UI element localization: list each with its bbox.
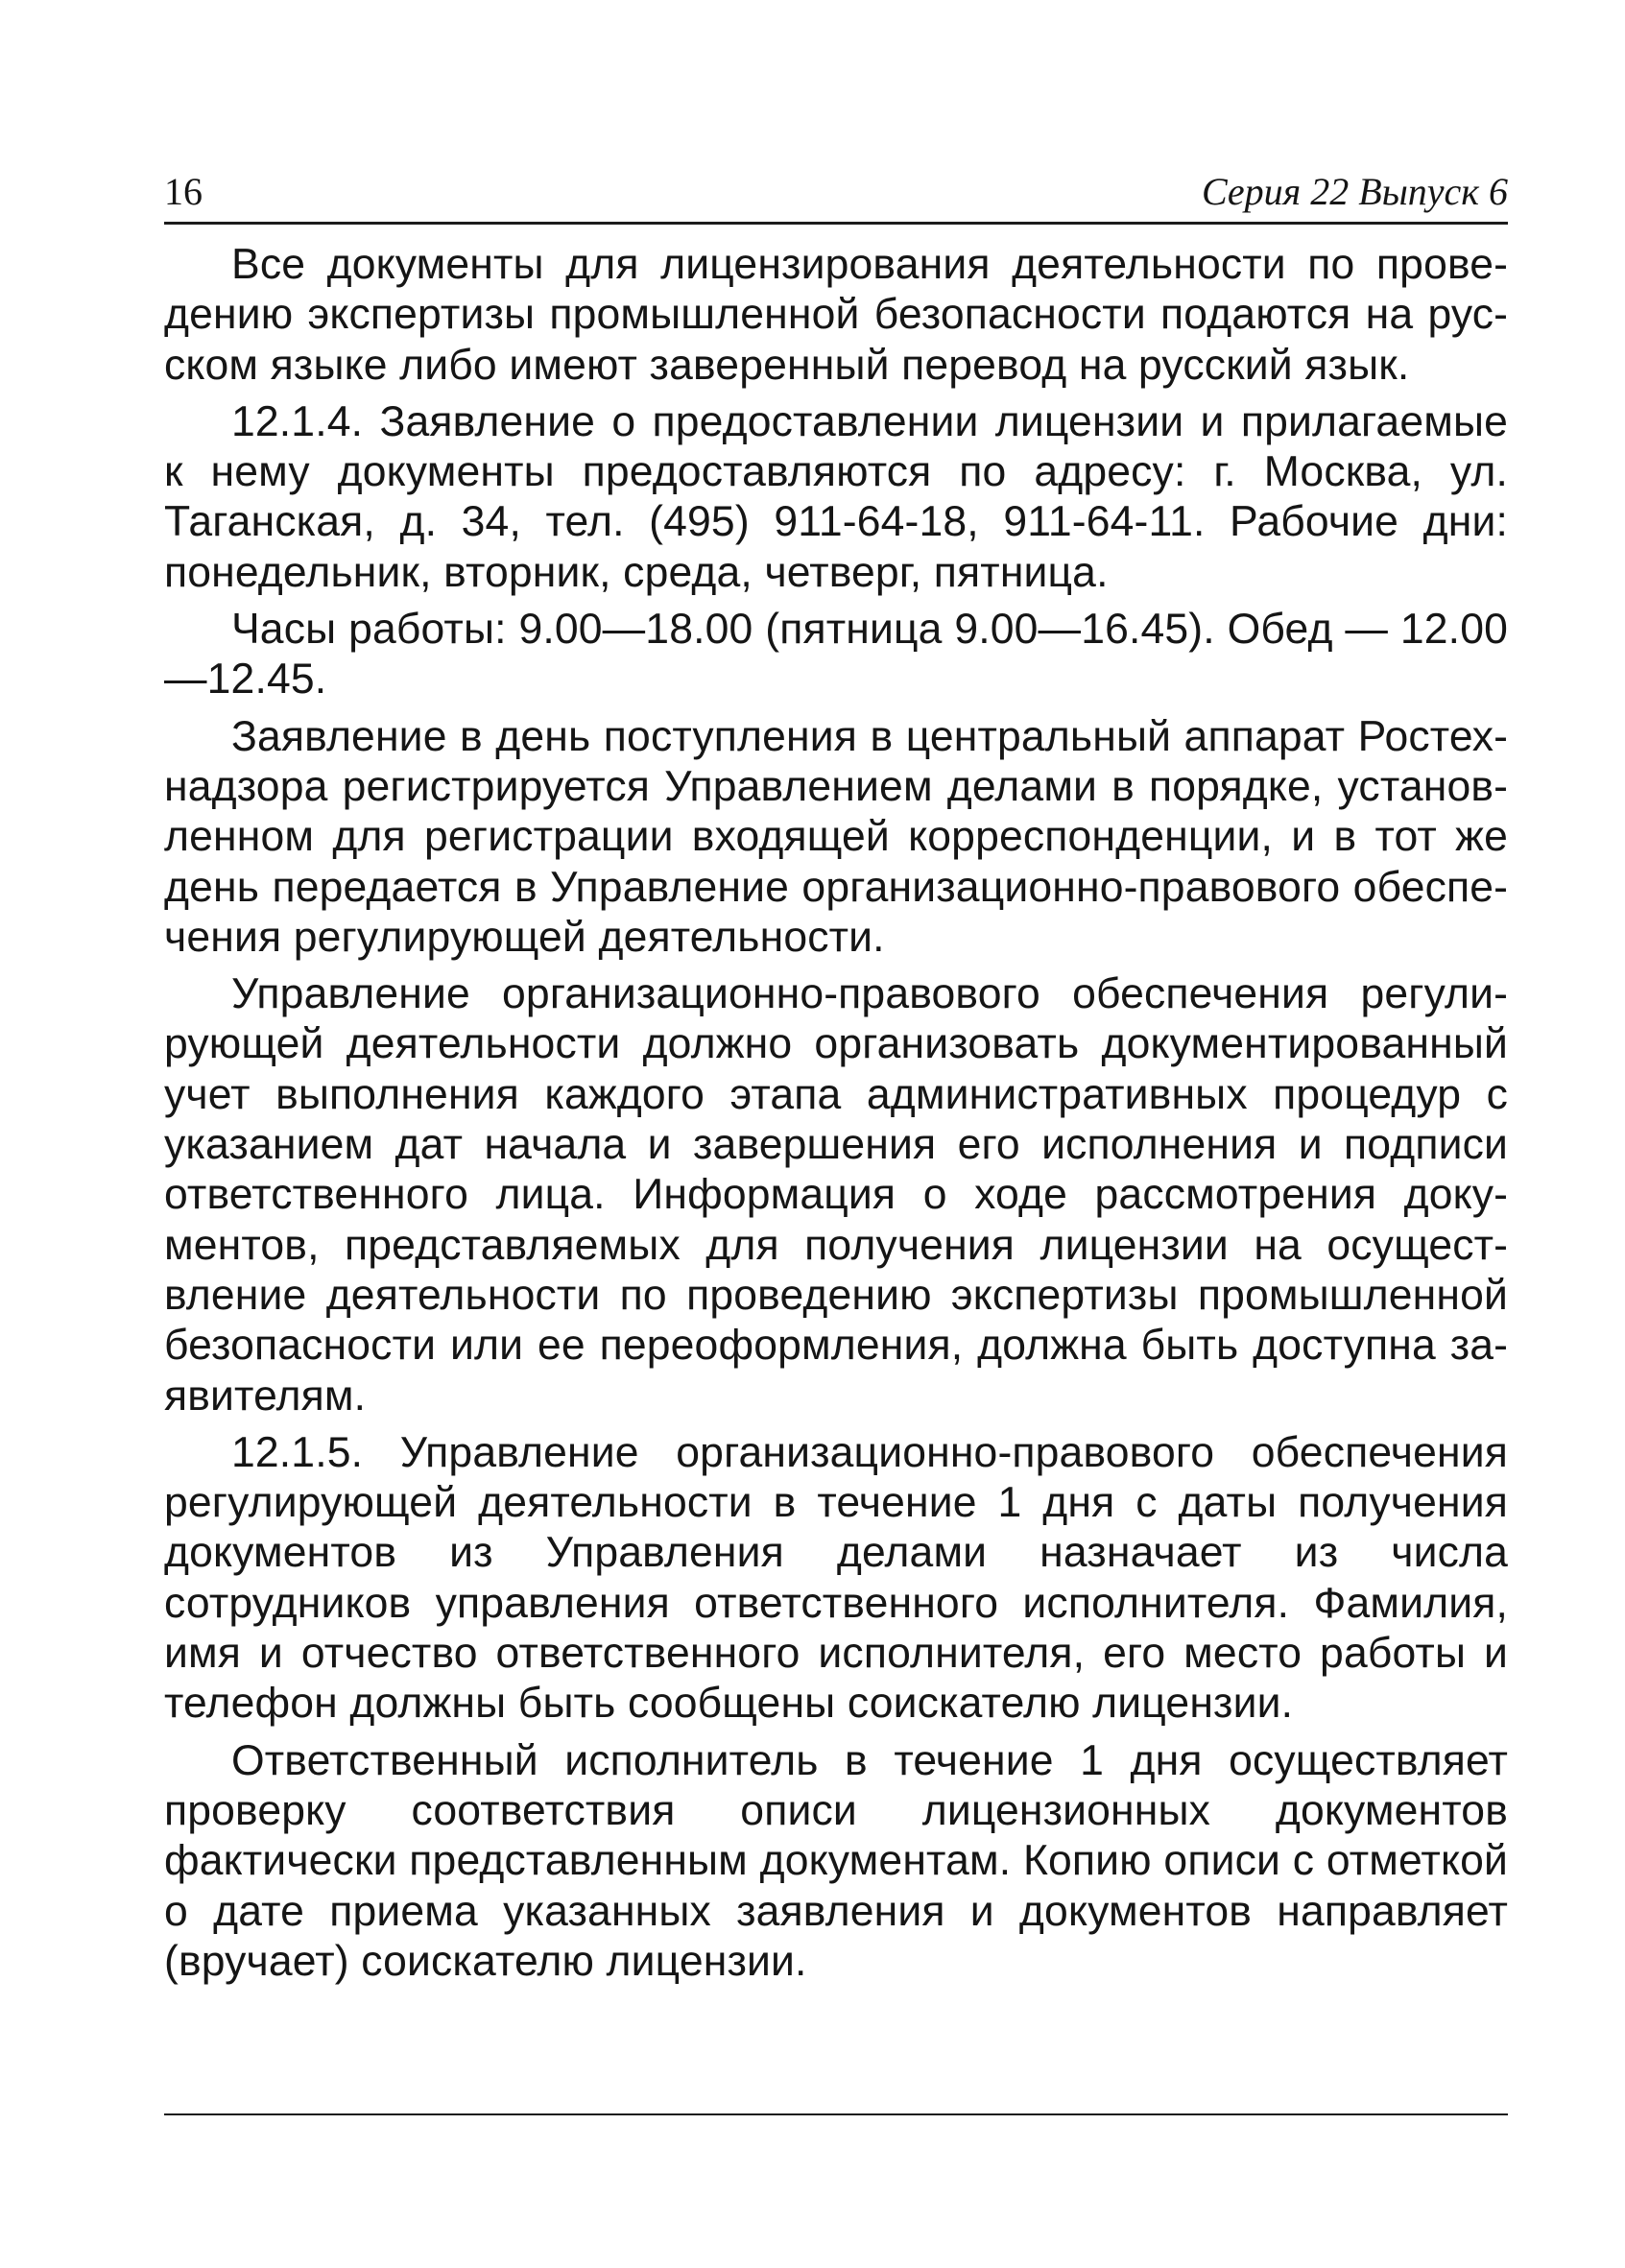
paragraph-registration: Заявление в день поступления в центральный аппарат Ростехнадзора регистрируется Управлением делами в порядке, установленном для регистрации входящей корреспонденции, и в тот же день передается в Управление организационно-правового обеспечения регулирующей деятельности. [164, 712, 1508, 961]
paragraph-documents-language: Все документы для лицензирования деятельности по проведению экспертизы промышленной безопасности подаются на русском языке либо имеют заверенный перевод на русский язык. [164, 241, 1508, 389]
running-header [164, 165, 1508, 219]
paragraph-responsible-executor: Ответственный исполнитель в течение 1 дня осуществляет проверку соответствия описи лицензионных документов фактически представленным документам. Копию описи с отметкой о дате приема указанных заявления и документов направляет (вручает) соискателю лицензии. [164, 1736, 1508, 1985]
footer-rule [164, 2113, 1508, 2115]
series-title: Серия 22 Выпуск 6 [1201, 170, 1508, 213]
paragraph-accounting: Управление организационно-правового обеспечения регулирующей деятельности должно организовать документированный учет выполнения каждого этапа административных процедур с указанием дат начала и завершения его исполнения и подписи ответственного лица. Информация о ходе рассмотрения документов, представляемых для получения лицензии на осуществление деятельности по проведению экспертизы промышленной безопасности или ее переоформления, должна быть доступна заявителям. [164, 970, 1508, 1420]
paragraph-working-hours: Часы работы: 9.00—18.00 (пятница 9.00—16.45). Обед — 12.00—12.45. [164, 606, 1508, 704]
paragraph-12-1-4: 12.1.4. Заявление о предоставлении лицензии и прилагаемые к нему документы предоставляются по адресу: г. Москва, ул. Таганская, д. 34, тел. (495) 911-64-18, 911-64-11. Рабочие дни: понедельник, вторник, среда, четверг, пятница. [164, 397, 1508, 596]
page-number: 16 [164, 170, 203, 213]
header-rule [164, 222, 1508, 225]
body-text [164, 240, 1508, 1993]
paragraph-12-1-5: 12.1.5. Управление организационно-правового обеспечения регулирующей деятельности в течение 1 дня с даты получения документов из Управления делами назначает из числа сотрудников управления ответственного исполнителя. Фамилия, имя и отчество ответственного исполнителя, его место работы и телефон должны быть сообщены соискателю лицензии. [164, 1428, 1508, 1728]
